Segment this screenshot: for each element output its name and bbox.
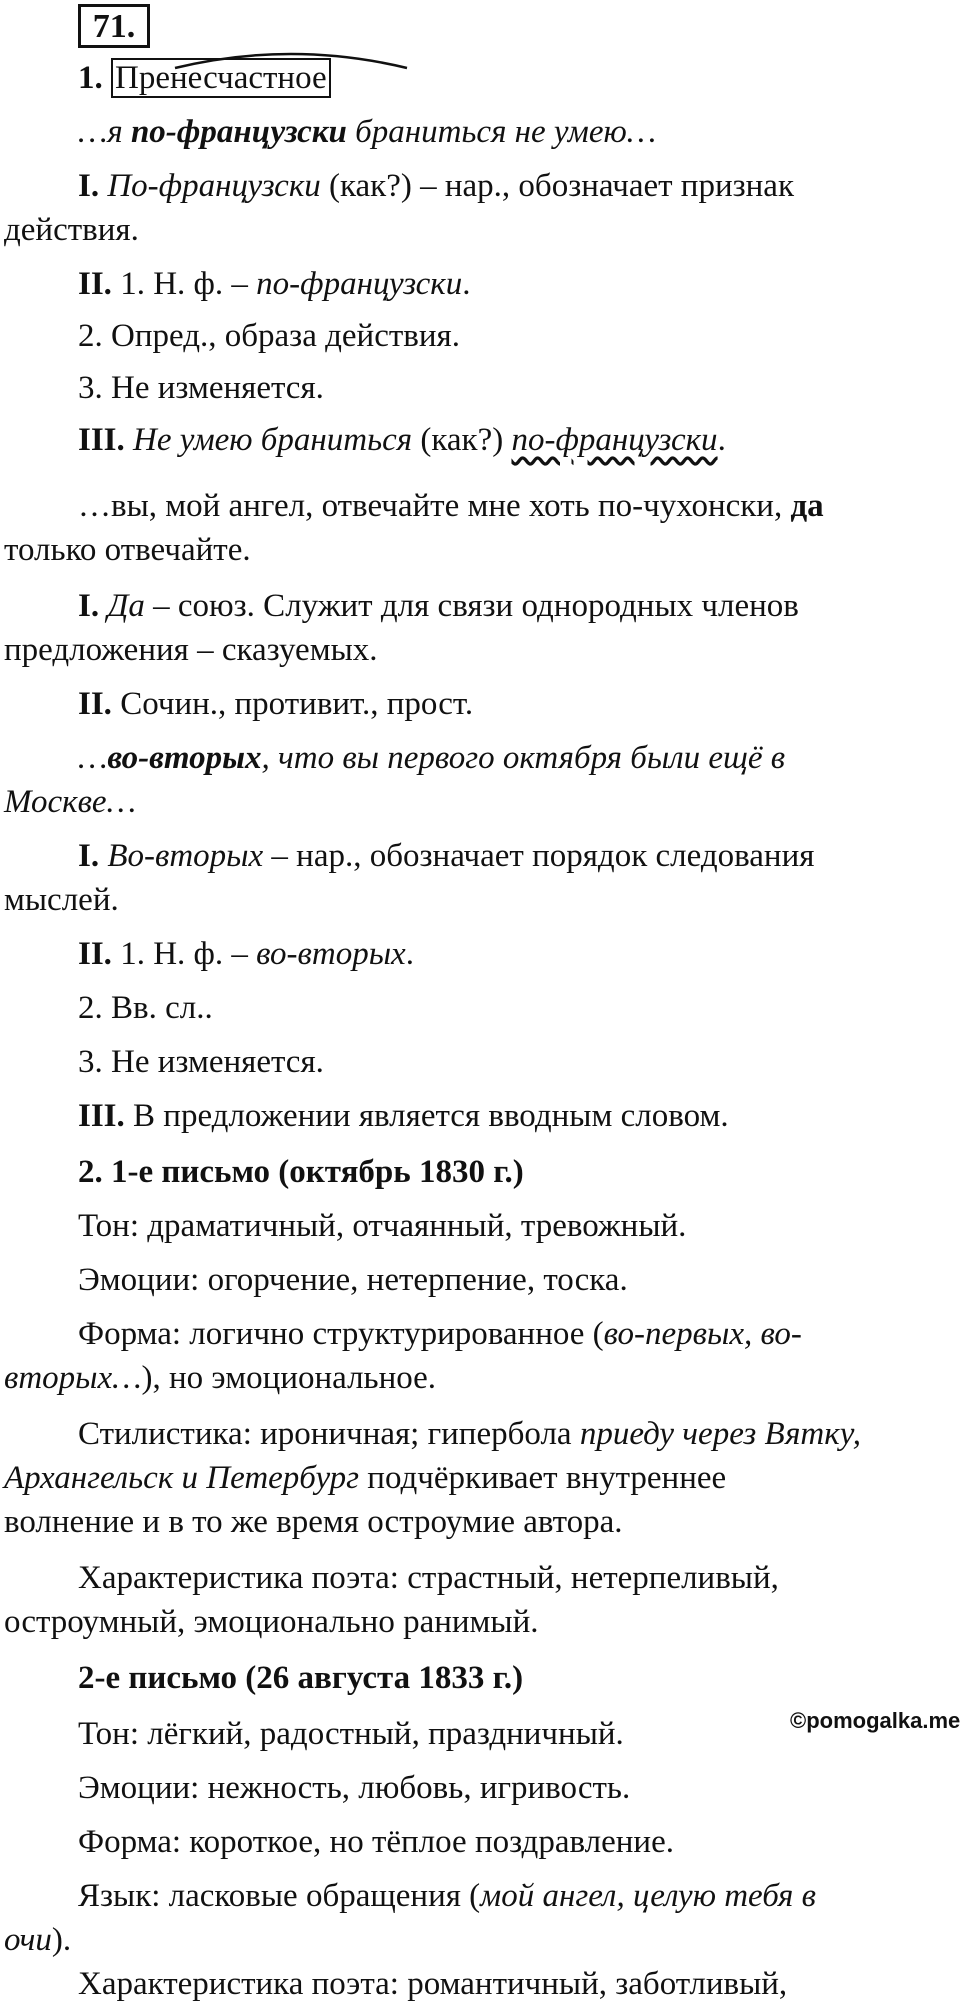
p1-I-line2: действия. xyxy=(4,212,139,248)
letter-1-tone: Тон: драматичный, отчаянный, тревожный. xyxy=(78,1208,687,1244)
p3-II1: II. 1. Н. ф. – во-вторых. xyxy=(78,936,414,972)
letter-1-poet-line2: остроумный, эмоционально ранимый. xyxy=(4,1604,539,1640)
p1-II2: 2. Опред., образа действия. xyxy=(78,318,460,354)
quote-3-line2: Москве… xyxy=(4,784,136,820)
letter-1-style-line3: волнение и в то же время остроумие автора. xyxy=(4,1504,623,1540)
task-number: 71. xyxy=(92,8,136,45)
p3-II2: 2. Вв. сл.. xyxy=(78,990,213,1026)
root-arc-mark xyxy=(171,46,411,70)
watermark: ©pomogalka.me xyxy=(790,1708,960,1733)
p1-II3: 3. Не изменяется. xyxy=(78,370,324,406)
letter-1-heading: 2. 1-е письмо (октябрь 1830 г.) xyxy=(78,1154,524,1190)
p1-III: III. Не умею браниться (как?) по-французски. xyxy=(78,422,726,458)
p3-I-line2: мыслей. xyxy=(4,882,119,918)
p3-III: III. В предложении является вводным словом. xyxy=(78,1098,729,1134)
letter-1-form-line2: вторых…), но эмоциональное. xyxy=(4,1360,437,1396)
task-number-box xyxy=(78,4,150,48)
p1-II1: II. 1. Н. ф. – по-французски. xyxy=(78,266,471,302)
letter-2-tone: Тон: лёгкий, радостный, праздничный. xyxy=(78,1716,624,1752)
wavy-underlined-word: по-французски xyxy=(511,422,718,458)
morph-line xyxy=(78,56,954,100)
p2-I-line1: I. Да – союз. Служит для связи однородных членов xyxy=(78,588,799,624)
letter-1-style-line2: Архангельск и Петербург подчёркивает внутреннее xyxy=(4,1460,727,1496)
letter-2-heading: 2-е письмо (26 августа 1833 г.) xyxy=(78,1660,524,1696)
letter-2-lang-line1: Язык: ласковые обращения (мой ангел, целую тебя в xyxy=(78,1878,816,1914)
section-1-label: 1. xyxy=(78,60,103,96)
p3-I-line1: I. Во-вторых – нар., обозначает порядок следования xyxy=(78,838,815,874)
letter-1-style-line1: Стилистика: ироничная; гипербола приеду через Вятку, xyxy=(78,1416,861,1452)
quote-2-line2: только отвечайте. xyxy=(4,532,251,568)
p2-II: II. Сочин., противит., прост. xyxy=(78,686,474,722)
letter-1-form-line1: Форма: логично структурированное (во-первых, во- xyxy=(78,1316,802,1352)
p2-I-line2: предложения – сказуемых. xyxy=(4,632,378,668)
quote-1: …я по-французски браниться не умею… xyxy=(78,114,657,150)
letter-1-poet-line1: Характеристика поэта: страстный, нетерпеливый, xyxy=(78,1560,779,1596)
p1-I-line1: I. По-французски (как?) – нар., обозначает признак xyxy=(78,168,794,204)
letter-2-poet-line1: Характеристика поэта: романтичный, заботливый, xyxy=(78,1966,788,2002)
quote-2-line1: …вы, мой ангел, отвечайте мне хоть по-чухонски, да xyxy=(78,488,824,524)
morph-word-text: Пренесчастное xyxy=(111,58,331,98)
letter-2-emotions: Эмоции: нежность, любовь, игривость. xyxy=(78,1770,631,1806)
quote-1-keyword: по-французски xyxy=(130,114,347,150)
p3-II3: 3. Не изменяется. xyxy=(78,1044,324,1080)
morph-word xyxy=(111,56,331,100)
letter-2-form: Форма: короткое, но тёплое поздравление. xyxy=(78,1824,674,1860)
letter-2-lang-line2: очи). xyxy=(4,1922,72,1958)
letter-1-emotions: Эмоции: огорчение, нетерпение, тоска. xyxy=(78,1262,628,1298)
quote-3-line1: …во-вторых, что вы первого октября были ещё в xyxy=(78,740,786,776)
